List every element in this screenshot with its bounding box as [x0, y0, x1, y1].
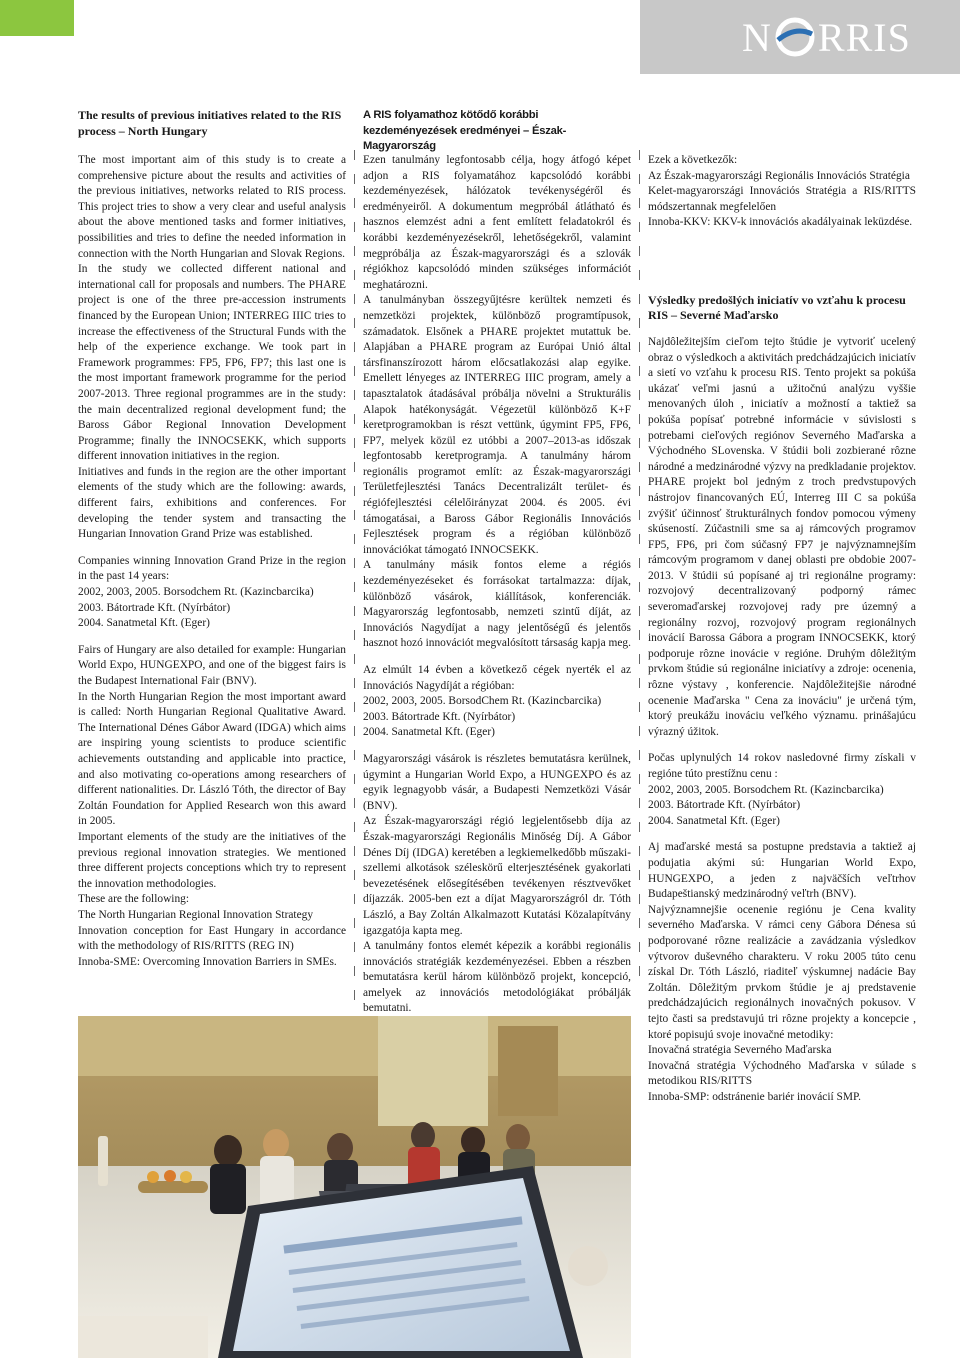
logo-letters-rris: RRIS [817, 14, 911, 60]
slovak-paragraph: Inovačná stratégia Severného Maďarska [648, 1044, 832, 1057]
hungarian-paragraph: Az Észak-magyarországi Regionális Innovációs Stratégia [648, 169, 910, 182]
english-paragraph: Important elements of the study are the initiatives of the previous regional innovation strategies. We mentioned three different projects conceptions which try to represent the innovation methodologies. [78, 830, 346, 890]
slovak-paragraph: Najdôležitejším cieľom tejto štúdie je vytvoriť ucelený obraz o výsledkoch a aktivitách predchádzajúcich iniciatív a sietí vo vzťahu k procesu RIS. Tento projekt sa pokúša ukázať veľmi jasnú a užitočnú analýzu vyššie menovaných úloh , iniciatív a možností a taktiež sa pokúša popísať potrebné informácie v súvislosti s potrebami cieľových regiónov Severného Maďarska a Východného SLovenska. V štúdii boli zozbierané rôzne národné a medzinárodné výzvy na predkladanie projektov. PHARE projekt bol jedným z troch predvstupových nástrojov financovaných EÚ, Interreg III C sa pokúša zvýšiť účinnosť štrukturálnych fondov pomocou výmeny skúseností. Zúčastnili sme sa aj rámcových programov FP5, FP6, pri čom súčasný FP7 je najvýznamnejším rámcovým programom v danej oblasti pre obdobie 2007-2013. V štúdii sú popísané aj tri regionálne programy: rozvojový decentralizovaný podporný rámec severomaďarskej rozvojovej rady pre územný a regionálny rozvoj, rozvojový program regionálnych inovácií Barossa Gábora a program INNOCSEKK, ktorý podporuje rôzne inovácie v regióne. Druhým dôležitým prvkom štúdie sú regionálne iniciatívy a zdroje: ocenenia, rôzne výstavy , konferencie. Najdôležitejšie národné ocenenie Maďarska " Cena za inováciu" je určená tým, ktorý preukážu inováciu veľkého významu. prinášajúcu výrazný úžitok. [648, 335, 916, 738]
slovak-column [648, 153, 916, 1105]
english-paragraph: Fairs of Hungary are also detailed for example: Hungarian World Expo, HUNGEXPO, and one of the biggest fairs is the Budapest International Fair (BNV). [78, 643, 346, 687]
column-divider-2 [639, 150, 640, 990]
english-paragraph: Initiatives and funds in the region are the other important elements of the study which are the following: awards, different fairs, exhibitions and conferences. For developing the tender system and transacting the Hungarian Innovation Grand Prize was established. [78, 465, 346, 541]
slovak-winner: 2004. Sanatmetal Kft. (Eger) [648, 814, 780, 827]
hungarian-paragraph: A tanulmány fontos elemét képezik a korábbi regionális innovációs stratégiák kezdeményezései. Ebben a részben bemutatásra kerül három különböző projekt, koncepció, amelyek az innovációs metodológiákat próbálják bemutatni. [363, 940, 631, 1015]
slovak-winner: 2002, 2003, 2005. Borsodchem Rt. (Kazincbarcika) [648, 783, 884, 796]
norris-logo [742, 14, 911, 60]
hungarian-paragraph: Az Észak-magyarországi régió legjelentősebb díja az Észak-magyarországi Regionális Minőség Díj. A Gábor Dénes Díj (IDGA) keretében a legkiemelkedőbb műszaki-szellemi alkotások széleskörű elterjesztésének gyakorlati bevezetésének elősegítésében tevékenyen résztvevőket díjazzák. 2005-ben ezt a díjat Magyarországról dr. Tóth László, a Bay Zoltán Alkalmazott Kutatási Közalapítvány igazgatója kapta meg. [363, 815, 631, 937]
english-paragraph: In the North Hungarian Region the most important award is called: North Hungarian Regional Qualitative Award. The International Dénes Gábor Award (IDGA) which aims are inspiring young scientists to produce scientific achievements outstanding and applicable into practice, and also motivating co-operations among researchers of different nationalities. Dr. László Tóth, the director of Bay Zoltán Foundation for Applied Research won this award in 2005. [78, 690, 346, 828]
english-winner: 2002, 2003, 2005. Borsodchem Rt. (Kazincbarcika) [78, 586, 314, 599]
hungarian-paragraph: A tanulmány másik fontos eleme a régiós kezdeményezéseket és forrásokat tartalmazza: díjak, különböző vásárok, kiállítások, konferenciák. Magyarország legfontosabb, nemzeti szintű díját, az Innovációs Nagydíjat a nagy jelentőségű és jelentős hasznot hozó innovációt megvalósított társaság kapja meg. [363, 559, 631, 650]
english-paragraph: In the study we collected different national and international call for proposals and numbers. The PHARE project is one of the three pre-accession instruments financed by the European Union; INTERREG IIIC tries to increase the effectiveness of the Structural Funds with the help of the experience exchange. We took part in Framework programmes: FP5, FP6, FP7; this last one is the most important framework programme for the period 2007-2013. Three regional programmes are in the study: the main decentralized regional development fund; the Baross Gábor Regional Innovation Development Programme; finally the INNOCSEKK, which supports different innovation initiatives in the region. [78, 263, 346, 463]
english-paragraph: The North Hungarian Regional Innovation Strategy [78, 908, 314, 921]
hungarian-winner: 2002, 2003, 2005. BorsodChem Rt. (Kazincbarcika) [363, 695, 602, 708]
slovak-paragraph: Innoba-SMP: odstránenie bariér inovácií SMP. [648, 1090, 861, 1103]
english-winner: 2004. Sanatmetal Kft. (Eger) [78, 617, 210, 630]
hungarian-paragraph: A tanulmányban összegyűjtésre kerültek nemzeti és nemzetközi projektek, különböző programtípusok, számadatok. Elsőnek a PHARE projektet mutattuk be. Alapjában a PHARE program az Európai Unió által társfinanszírozott három előcsatlakozási alap egyike. Emellett lényeges az INTERREG IIIC program, amely a tapasztalatok átadásával próbálja növelni a Strukturális Alapok hatékonyságát. Végezetül különböző K+F keretprogramokban is részt vettünk, úgymint FP5, FP6, FP7, melyek közül ez utóbbi a 2007–2013-as időszak legfontosabb keretprogramja. A tanulmány három regionális programot említ: az Észak-magyarországi Területfejlesztési Tanács Decentralizált terület- és régiófejlesztési célelőirányzat 2004. és 2005. évi támogatásai, a Baross Gábor Regionális Innovációs Fejlesztések program és a régióban különböző innovációkat támogató INNOCSEKK. [363, 294, 631, 556]
green-corner-block [0, 0, 74, 36]
slovak-heading-text: Výsledky predošlých iniciatív vo vzťahu k procesu RIS – Severné Maďarsko [648, 292, 906, 323]
slovak-paragraph: Najvýznamnejšie ocenenie regiónu je Cena kvality severného Maďarska. V rámci ceny Gábora Dénesa sú podporované rôzne realizácie a zavádzania výsledkov výtvorov duševného charakteru. V roku 2005 túto cenu získal Dr. Tóth László, riaditeľ výskumnej nadácie Bay Zoltán. Dôležitým prvkom štúdie je aj predstavenie predchádzajúcich regionálnych inovačných pokusov. V tejto časti sa predstavujú tri rôzne projekty a koncepcie , ktoré popisujú svoje inovačné metodiky: [648, 903, 916, 1041]
english-winners-intro: Companies winning Innovation Grand Prize in the region in the past 14 years: [78, 554, 346, 583]
hungarian-paragraph: Ezen tanulmány legfontosabb célja, hogy átfogó képet adjon a RIS folyamatához kapcsolódó korábbi kezdeményezések, hálózatok tevékenységéről és eredményeiről. A dokumentum megpróbál átlátható és hasznos elemzést adni a fent említett feladatokról és korábbi kezdeményezésekről, lehetőségekről, valamint megpróbálja az Észak-magyarországi és a szlovák régiókhoz kapcsolódó minden szükséges információt meghatározni. [363, 154, 631, 291]
slovak-heading [648, 293, 916, 324]
slovak-winners-intro: Počas uplynulých 14 rokov nasledovné firmy získali v regióne túto prestížnu cenu : [648, 752, 916, 780]
english-winner: 2003. Bátortrade Kft. (Nyírbátor) [78, 601, 231, 614]
english-paragraph: Innoba-SME: Overcoming Innovation Barriers in SMEs. [78, 955, 337, 968]
section-spacer [648, 231, 916, 293]
hungarian-winners-intro: Az elmúlt 14 évben a következő cégek nyerték el az Innovációs Nagydíját a régióban: [363, 664, 631, 692]
hungarian-heading: A RIS folyamathoz kötődő korábbi kezdeményezések eredményei – Észak-Magyarország [363, 109, 567, 152]
logo-ring-icon [774, 16, 816, 58]
hungarian-column [363, 153, 631, 1017]
english-heading: The results of previous initiatives related to the RIS process – North Hungary [78, 108, 342, 138]
hungarian-paragraph: Kelet-magyarországi Innovációs Stratégia a RIS/RITTS módszertannak megfelelően [648, 185, 916, 213]
hungarian-winner: 2003. Bátortrade Kft. (Nyírbátor) [363, 710, 516, 723]
hungarian-paragraph: Magyarországi vásárok is részletes bemutatásra kerülnek, úgymint a Hungarian World Expo, a HUNGEXPO és az egyik legnagyobb vásár, a Budapesti Nemzetközi Vásár (BNV). [363, 752, 631, 812]
english-paragraph: These are the following: [78, 893, 190, 906]
column-divider-1 [354, 150, 355, 1010]
hungarian-winner: 2004. Sanatmetal Kft. (Eger) [363, 726, 495, 739]
english-column [78, 153, 346, 970]
slovak-paragraph: Inovačná stratégia Východného Maďarska v súlade s metodikou RIS/RITTS [648, 1059, 916, 1088]
slovak-winner: 2003. Bátortrade Kft. (Nyírbátor) [648, 799, 801, 812]
meeting-photo-illustration [78, 1016, 631, 1358]
english-paragraph: The most important aim of this study is to create a comprehensive picture about the results and activities of the previous initiatives, networks related to RIS process. This project tries to show a very clear and useful analysis about the above mentioned tasks and former initiatives, possibilities and tries to define the needed information in connection with the North Hungarian and Slovak Regions. [78, 154, 346, 260]
meeting-photo [78, 1016, 631, 1358]
slovak-paragraph: Aj maďarské mestá sa postupne predstavia a taktiež aj podujatia akými sú: Hungarian World Expo, HUNGEXPO, a jeden z najväčších veľtrhov Budapeštianský medzinárodný veľtrh (BNV). [648, 841, 916, 901]
hungarian-paragraph: Ezek a következők: [648, 154, 738, 166]
hungarian-paragraph: Innoba-KKV: KKV-k innovációs akadályainak leküzdése. [648, 216, 913, 229]
logo-letter-n: N [742, 14, 772, 60]
english-paragraph: Innovation conception for East Hungary in accordance with the methodology of RIS/RITTS (REG IN) [78, 924, 346, 953]
